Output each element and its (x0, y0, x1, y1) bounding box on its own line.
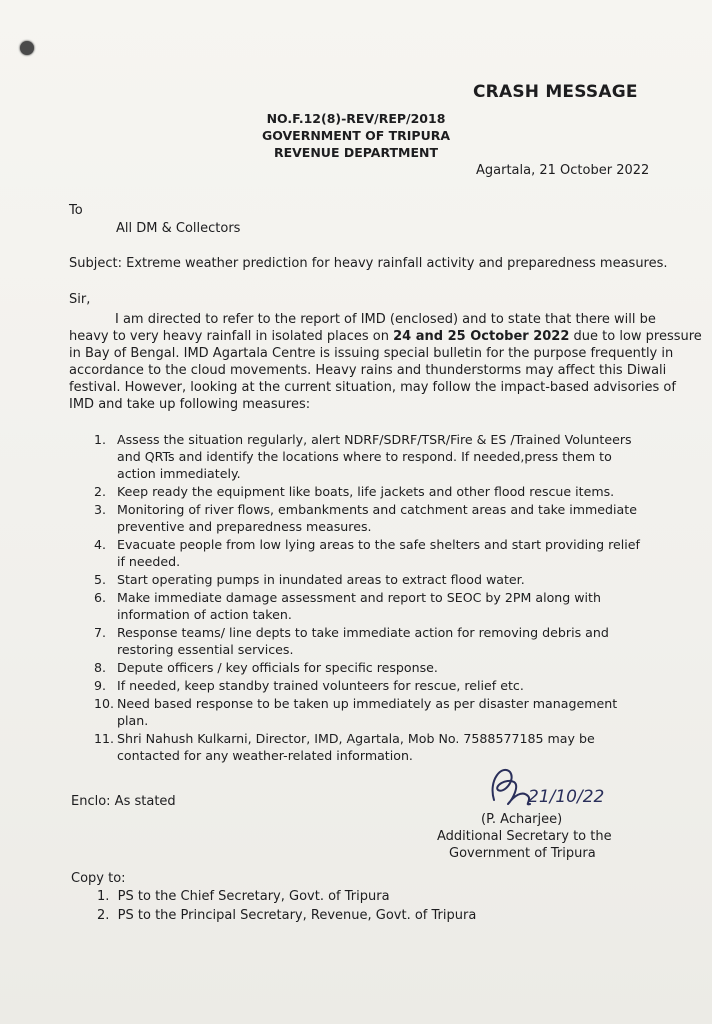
government-name: GOVERNMENT OF TRIPURA (261, 128, 451, 143)
reference-number: NO.F.12(8)-REV/REP/2018 (266, 111, 446, 126)
signatory-title-2: Government of Tripura (449, 846, 596, 861)
copy-number: 2. (97, 908, 110, 923)
copy-item (97, 889, 390, 904)
body-line-2-end: due to low pressure (569, 329, 702, 344)
body-line-1: I am directed to refer to the report of IMD (enclosed) and to state that there will be (115, 312, 656, 327)
measure-number: 10. (94, 696, 115, 711)
measure-item (72, 677, 650, 694)
measure-number: 4. (94, 537, 107, 552)
measure-item (72, 695, 650, 729)
measure-text: Response teams/ line depts to take immediate action for removing debris and restoring essential services. (117, 625, 609, 657)
copy-number: 1. (97, 889, 110, 904)
measure-item (72, 536, 650, 570)
recipient: All DM & Collectors (116, 221, 241, 236)
measure-number: 6. (94, 590, 107, 605)
measure-number: 5. (94, 572, 107, 587)
measure-text: Keep ready the equipment like boats, life jackets and other flood rescue items. (117, 484, 615, 499)
measure-text: Need based response to be taken up immediately as per disaster management plan. (117, 696, 618, 728)
measure-item (72, 483, 650, 500)
measure-number: 2. (94, 484, 107, 499)
body-line-2 (69, 329, 702, 344)
measure-item (72, 624, 650, 658)
measure-item (72, 571, 650, 588)
crash-message-title: CRASH MESSAGE (473, 82, 638, 102)
copy-text: PS to the Principal Secretary, Revenue, Govt. of Tripura (117, 908, 477, 923)
measures-list (72, 431, 650, 765)
measure-text: Evacuate people from low lying areas to the safe shelters and start providing relief if needed. (117, 537, 640, 569)
signatory-title-1: Additional Secretary to the (437, 829, 612, 844)
punch-hole (20, 41, 34, 55)
measure-text: Make immediate damage assessment and report to SEOC by 2PM along with information of action taken. (117, 590, 601, 622)
copy-item (97, 908, 476, 923)
measure-item (72, 501, 650, 535)
subject-line: Subject: Extreme weather prediction for heavy rainfall activity and preparedness measures. (69, 256, 668, 271)
measure-text: If needed, keep standby trained volunteers for rescue, relief etc. (117, 678, 524, 693)
measure-number: 7. (94, 625, 107, 640)
body-line-6: IMD and take up following measures: (69, 397, 311, 412)
measure-number: 11. (94, 731, 115, 746)
enclosure-note: Enclo: As stated (71, 794, 176, 809)
measure-text: Shri Nahush Kulkarni, Director, IMD, Agartala, Mob No. 7588577185 may be contacted for any weather-related information. (117, 731, 595, 763)
signature-date: 21/10/22 (528, 787, 605, 807)
salutation: Sir, (69, 292, 91, 307)
measure-item (72, 659, 650, 676)
measure-number: 8. (94, 660, 107, 675)
rainfall-dates: 24 and 25 October 2022 (393, 329, 570, 344)
body-line-2-start: heavy to very heavy rainfall in isolated places on (69, 329, 394, 344)
body-line-4: accordance to the cloud movements. Heavy rains and thunderstorms may affect this Diwali (69, 363, 667, 378)
department-name: REVENUE DEPARTMENT (273, 145, 439, 160)
measure-number: 1. (94, 432, 107, 447)
measure-text: Depute officers / key officials for specific response. (117, 660, 438, 675)
measure-text: Start operating pumps in inundated areas to extract flood water. (117, 572, 525, 587)
body-line-5: festival. However, looking at the current situation, may follow the impact-based advisories of (69, 380, 676, 395)
measure-text: Monitoring of river flows, embankments and catchment areas and take immediate preventive and preparedness measures. (117, 502, 637, 534)
body-line-3: in Bay of Bengal. IMD Agartala Centre is issuing special bulletin for the purpose frequently in (69, 346, 674, 361)
copy-text: PS to the Chief Secretary, Govt. of Tripura (117, 889, 390, 904)
copy-to-label: Copy to: (71, 871, 126, 886)
measure-item (72, 730, 650, 764)
measure-number: 9. (94, 678, 107, 693)
to-label: To (69, 203, 83, 218)
measure-item (72, 589, 650, 623)
measure-text: Assess the situation regularly, alert NDRF/SDRF/TSR/Fire & ES /Trained Volunteers and QRTs and identify the locations where to respond. If needed,press them to action immediately. (117, 432, 632, 481)
measure-item (72, 431, 650, 482)
signatory-name: (P. Acharjee) (481, 812, 563, 827)
measure-number: 3. (94, 502, 107, 517)
place-date: Agartala, 21 October 2022 (476, 163, 650, 178)
